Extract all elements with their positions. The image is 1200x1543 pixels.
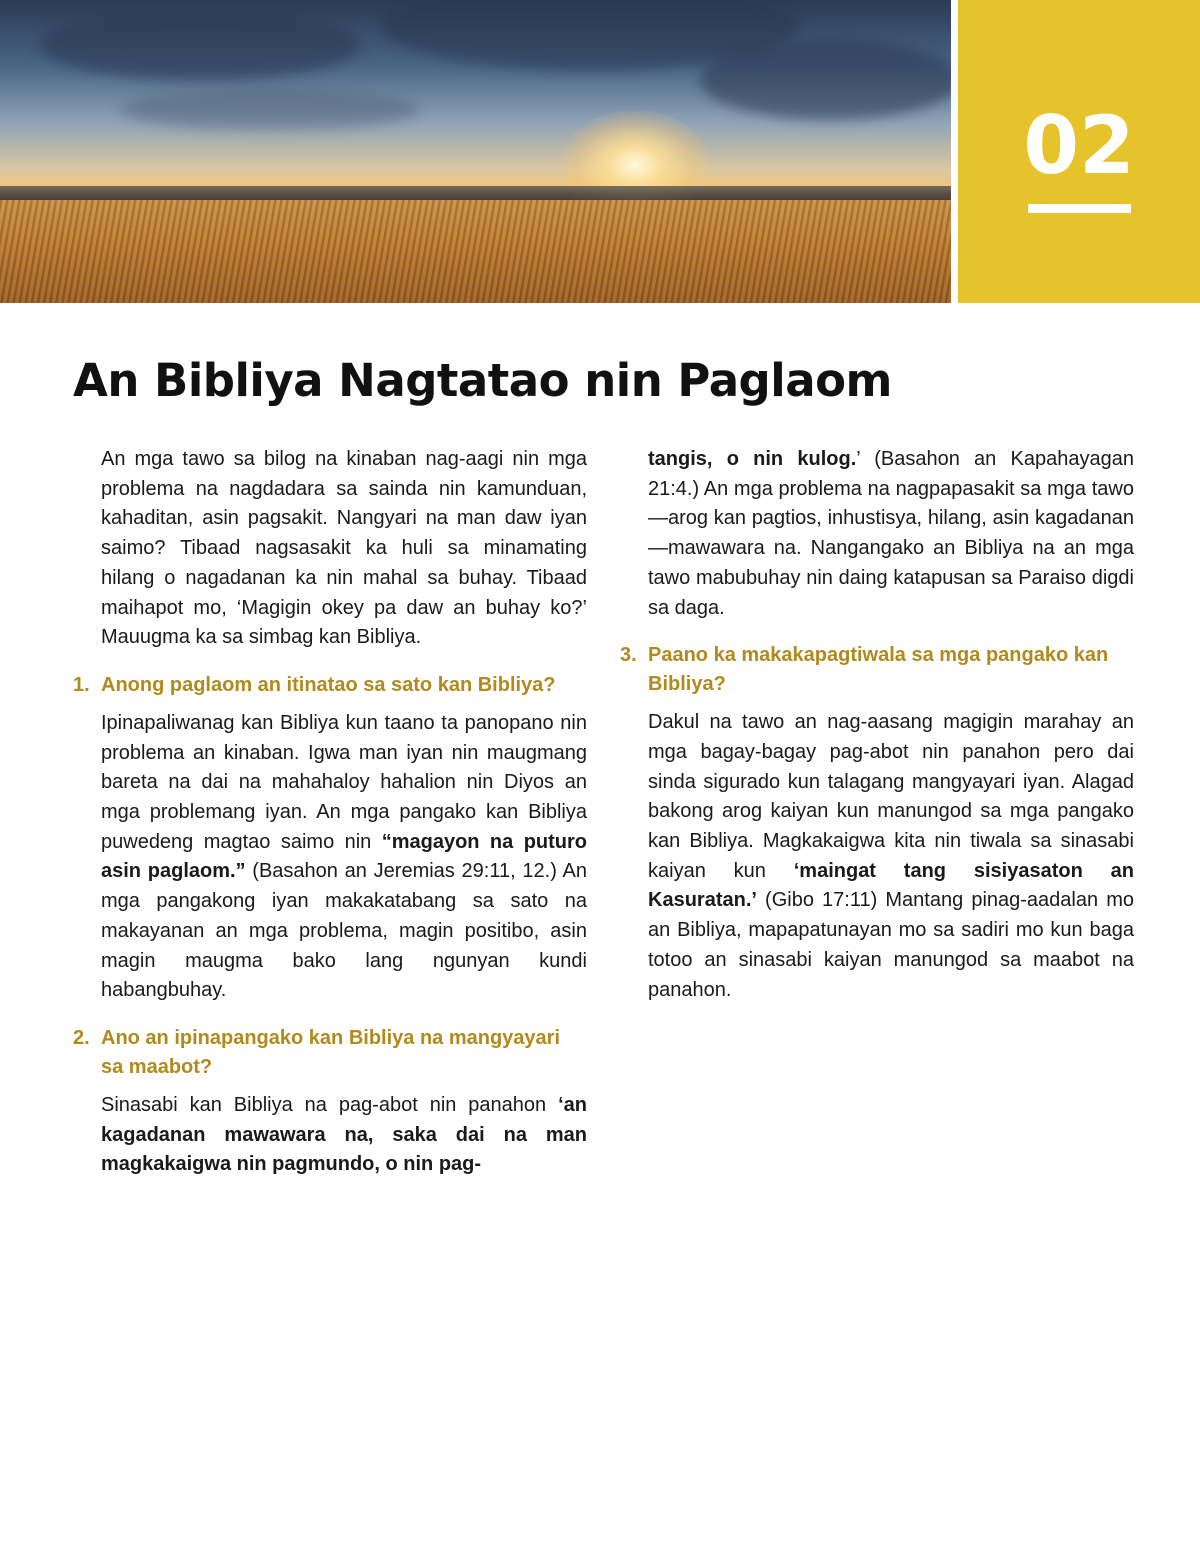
intro-paragraph: An mga tawo sa bilog na kinaban nag-aagi nin mga problema na nagdadara sa sainda nin kamunduan, kahaditan, asin pagsakit. Nangyari na man daw iyan saimo? Tibaad nagsasakit ka huli sa minamating hilang o nagadanan ka nin mahal sa buhay. Tibaad maihapot mo, ‘Magigin okey pa daw an buhay ko?’ Mauugma ka sa simbag kan Bibliya. [101, 448, 587, 649]
right-column [620, 445, 1134, 1005]
left-column [73, 445, 587, 1180]
answer-text: ’ (Basahon an Kapahayagan 21:4.) An mga problema na nagpapasakit sa mga tawo—arog kan pagtios, inhustisya, hilang, asin kagadanan—mawawara na. Nangangako an Bibliya na an mga tawo mabubuhay nin daing katapusan sa Paraiso digdi sa daga. [648, 448, 1134, 619]
answer-text: (Basahon an Jeremias 29:11, 12.) An mga pangakong iyan makakatabang sa sato na makayanan an mga problema, magin positibo, asin magin maugma bako lang ngunyan kundi habangbuhay. [101, 860, 587, 1002]
answer-text: (Gibo 17:11) Mantang pinag-aadalan mo an Bibliya, mapapatunayan mo sa sadiri mo kun baga totoo an sinasabi kaiyan manungod sa maabot na panahon. [648, 889, 1134, 1001]
question-number: 3. [620, 644, 637, 667]
lesson-number: 02 [1023, 99, 1135, 192]
answer-highlight: ‘maingat tang sisiyasaton an Kasuratan.’ [648, 859, 1134, 912]
question-1-heading [73, 671, 587, 700]
answer-text: Ipinapaliwanag kan Bibliya kun taano ta panopano nin problema an kinaban. Igwa man iyan nin maugmang bareta na dai na mahahaloy hahalion nin Diyos an mga problemang iyan. An mga pangako kan Bibliya puwedeng magtao saimo nin [101, 711, 587, 853]
answer-2-paragraph-part-2 [648, 445, 1134, 623]
question-text: Paano ka makakapagtiwala sa mga pangako kan Bibliya? [648, 644, 1109, 696]
hero-photo-wheat-field-sunset [0, 0, 951, 303]
answer-1-paragraph [101, 709, 587, 1006]
cloud-shape [700, 40, 951, 120]
question-3-heading [620, 641, 1134, 699]
answer-2-paragraph-part-1 [101, 1091, 587, 1180]
cloud-shape [40, 10, 360, 80]
lesson-number-badge [958, 0, 1200, 303]
question-2-heading [73, 1024, 587, 1082]
answer-3-paragraph [648, 708, 1134, 1005]
answer-highlight: tangis, o nin kulog. [648, 448, 857, 470]
lesson-number-underline [1028, 204, 1131, 213]
page-title: An Bibliya Nagtatao nin Paglaom [73, 354, 892, 407]
answer-highlight: “magayon na puturo asin paglaom.” [101, 830, 587, 883]
wheat-field [0, 200, 951, 303]
cloud-shape [120, 90, 420, 130]
answer-text: Dakul na tawo an nag-aasang magigin marahay an mga bagay-bagay pag-abot nin panahon pero dai sinda sigurado kun talagang mangyayari iyan. Alagad bakong arog kaiyan kun manungod sa mga pangako kan Bibliya. Magkakaigwa kita nin tiwala sa sinasabi kaiyan kun [648, 711, 1134, 882]
question-number: 2. [73, 1026, 90, 1049]
answer-highlight: ‘an kagadanan mawawara na, saka dai na man magkakaigwa nin pagmundo, o nin pag- [101, 1093, 587, 1176]
question-text: Ano an ipinapangako kan Bibliya na mangyayari sa maabot? [101, 1026, 561, 1078]
answer-text: Sinasabi kan Bibliya na pag-abot nin panahon [101, 1093, 559, 1116]
question-number: 1. [73, 673, 90, 696]
question-text: Anong paglaom an itinatao sa sato kan Bibliya? [101, 673, 556, 696]
